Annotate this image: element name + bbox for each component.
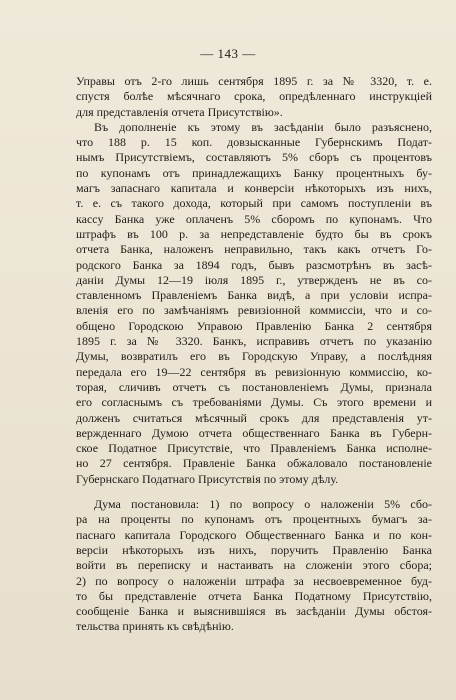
text-line: Губернскаго Податнаго Присутствія по этому дѣлу.	[76, 471, 339, 486]
text-line: спустя болѣе мѣсячнаго срока, опредѣленнаго инструкціей	[76, 89, 432, 104]
page-number: — 143 —	[200, 46, 256, 61]
text-line: магъ запаснаго капитала и конверсіи нѣкоторыхъ изъ нихъ,	[76, 181, 432, 196]
text-line: ское Податное Присутствіе, что Правленіемъ Банка исполне-	[76, 441, 432, 456]
text-line: родского Банка за 1894 годъ, бывъ разсмотрѣнъ въ засѣ-	[76, 257, 432, 272]
text-line: войти въ переписку и настаивать на сложеніи этого сбора;	[76, 558, 432, 573]
text-line: передала его 19—22 сентября въ ревизіонную коммиссію, ко-	[76, 364, 432, 379]
text-line: версіи нѣкоторыхъ изъ нихъ, поручить Правленію Банка	[76, 542, 432, 557]
text-line: кассу Банка уже оплаченъ 5% сборомъ по купонамъ. Что	[76, 211, 432, 226]
text-line: ра на проценты по купонамъ отъ процентныхъ бумагъ за-	[76, 512, 432, 527]
text-line: тельства принять къ свѣдѣнію.	[76, 619, 234, 634]
text-line: штрафъ въ 100 р. за непредставленіе будто бы въ срокъ	[76, 226, 432, 241]
text-line: торая, сличивъ отчетъ съ постановленіемъ Думы, признала	[76, 379, 432, 394]
text-line: паснаго капитала Городского Общественнаго Банка и по кон-	[76, 527, 432, 542]
text-line: Управы отъ 2-го лишь сентября 1895 г. за № 3320, т. е.	[76, 74, 432, 88]
text-line: по купонамъ отъ принадлежащихъ Банку процентныхъ бу-	[76, 165, 432, 180]
text-line: вержденнаго Думою отчета общественнаго Банка въ Губерн-	[76, 425, 432, 440]
text-line: нымъ Присутствіемъ, составляютъ 5% сборъ съ процентовъ	[76, 150, 432, 165]
text-line: даніи Думы 12—19 іюля 1895 г., утвержденъ не въ со-	[76, 272, 432, 287]
body-text	[76, 74, 432, 635]
text-line: вленія его по замѣчаніямъ ревизіонной коммиссіи, что и со-	[76, 303, 432, 318]
text-line: его согласнымъ съ требованіями Думы. Съ этого времени и	[76, 395, 432, 410]
text-line: Въ дополненіе къ этому въ засѣданіи было разъяснено,	[94, 119, 432, 134]
text-line: то бы представленіе отчета Банка Податному Присутствію,	[76, 588, 432, 603]
text-line: ставленномъ Правленіемъ Банка видѣ, а при условіи испра-	[76, 288, 432, 303]
text-line: что 188 р. 15 коп. довзысканные Губернскимъ Подат-	[76, 135, 432, 150]
paragraph-gap	[76, 487, 432, 497]
text-line: Думы, возвратилъ его въ Городскую Управу, а послѣдняя	[76, 349, 432, 364]
text-line: но 27 сентября. Правленіе Банка обжаловало постановленіе	[76, 456, 432, 471]
text-line: 1895 г. за № 3320. Банкъ, исправивъ отчетъ по указанію	[76, 334, 432, 349]
text-line: отчета Банка, наложенъ неправильно, такъ какъ отчетъ Го-	[76, 242, 432, 257]
text-line: Дума постановила: 1) по вопросу о наложеніи 5% сбо-	[94, 497, 432, 512]
text-line: 2) по вопросу о наложеніи штрафа за несвоевременное буд-	[76, 573, 432, 588]
text-line: сообщеніе Банка и выяснившіяся въ засѣданіи Думы обстоя-	[76, 604, 432, 619]
text-line: долженъ считаться мѣсячный срокъ для представленія ут-	[76, 410, 432, 425]
text-line: т. е. съ такого дохода, который при самомъ поступленіи въ	[76, 196, 432, 211]
text-line: для представленія отчета Присутствію».	[76, 104, 283, 119]
text-line: общено Городскою Управою Правленію Банка 2 сентября	[76, 318, 432, 333]
